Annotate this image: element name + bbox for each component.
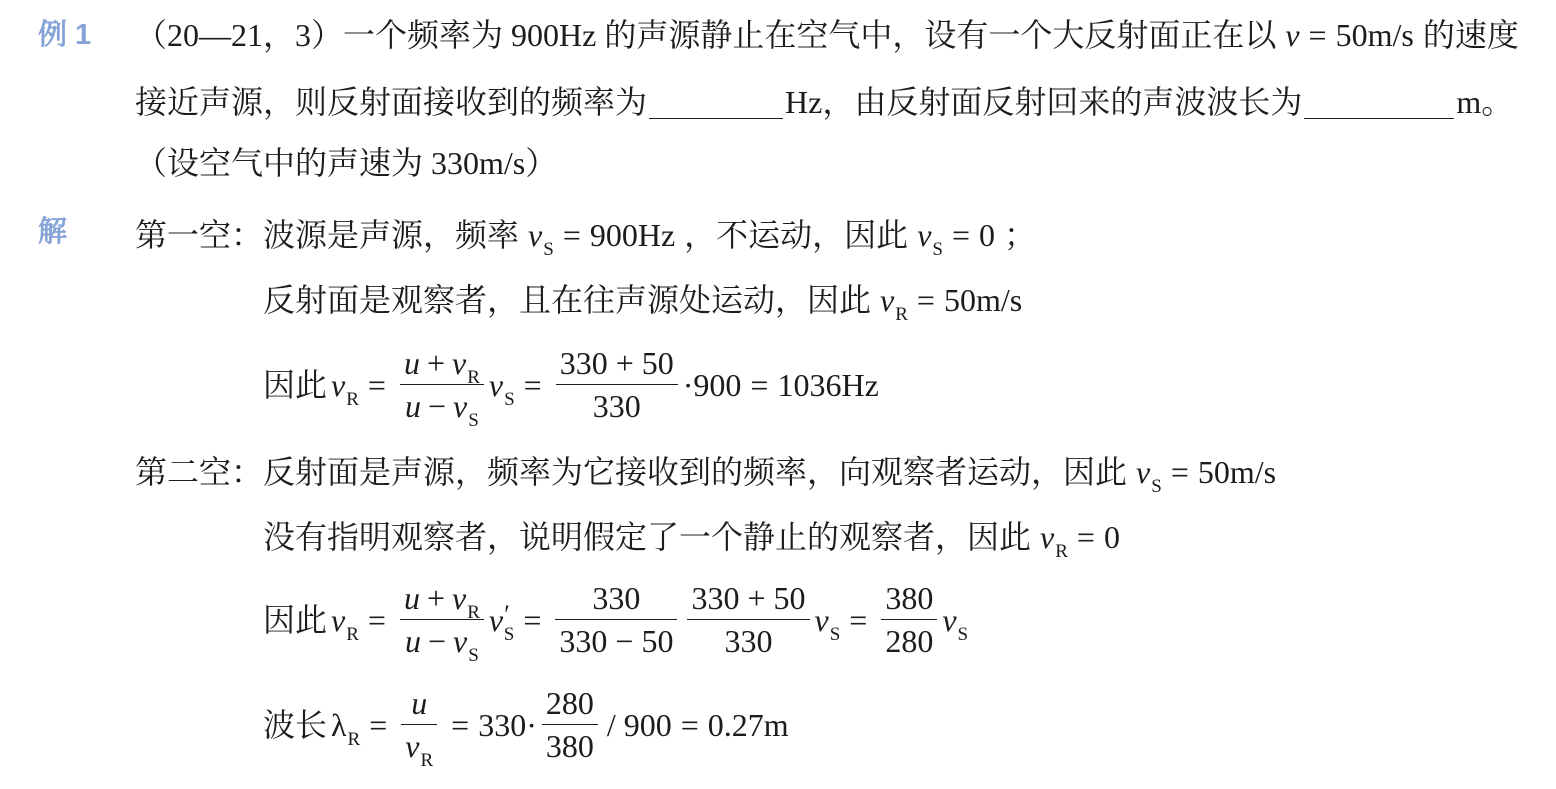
symbol-v: v xyxy=(1040,519,1055,555)
divide-by-frequency: / 900 xyxy=(606,706,672,743)
equals-sign: = xyxy=(849,601,868,638)
symbol-u: u xyxy=(403,580,420,616)
first-blank-line-1 xyxy=(135,215,1037,260)
fraction-denominator: 280 xyxy=(885,623,934,659)
fraction-denominator xyxy=(400,385,484,431)
fraction-numerator xyxy=(400,342,484,388)
subscript: S xyxy=(932,239,943,260)
subscript: R xyxy=(467,602,480,623)
symbol-nu: ν xyxy=(528,217,543,253)
solution-text: 反射面是观察者，且在往声源处运动，因此 xyxy=(263,282,872,318)
answer-blank-frequency xyxy=(649,94,783,119)
source-velocity-value: 50m/s xyxy=(1197,454,1277,490)
minus-sign: − xyxy=(428,388,447,424)
second-blank-heading: 第二空： xyxy=(135,454,264,490)
solution-text: 反射面是声源，频率为它接收到的频率，向观察者运动，因此 xyxy=(263,454,1128,490)
plus-sign: + xyxy=(426,580,445,616)
multiply-dot: · xyxy=(682,366,694,403)
subscript: R xyxy=(346,623,359,645)
doppler-fraction xyxy=(400,342,484,431)
source-frequency-symbol xyxy=(814,600,841,645)
symbol-v: v xyxy=(452,580,467,616)
fraction-denominator: 330 − 50 xyxy=(559,623,674,659)
subscript: S xyxy=(957,623,969,645)
subscript: S xyxy=(829,623,841,645)
symbol-nu: ν xyxy=(814,601,829,638)
second-blank-line-2 xyxy=(263,517,1120,562)
subscript: S xyxy=(504,388,515,410)
subscript: R xyxy=(1055,541,1068,562)
equals-sign: = xyxy=(1170,454,1189,490)
formula-result: 1036Hz xyxy=(777,366,879,403)
equals-sign: = xyxy=(1076,519,1095,555)
symbol-v: v xyxy=(453,388,468,424)
observer-velocity-value: 0 xyxy=(1103,519,1120,555)
problem-text: Hz，由反射面反射回来的声波波长为 xyxy=(785,84,1303,120)
answer-blank-wavelength xyxy=(1304,94,1454,119)
source-velocity-value: 0 xyxy=(979,217,996,253)
source-velocity-symbol xyxy=(917,215,943,260)
received-frequency-symbol xyxy=(331,600,359,645)
observer-velocity-symbol xyxy=(880,280,908,325)
symbol-nu: ν xyxy=(405,728,420,764)
numeric-fraction-a xyxy=(555,577,677,662)
minus-sign: − xyxy=(428,623,447,659)
source-velocity-symbol xyxy=(453,620,479,666)
equals-sign: = xyxy=(523,601,542,638)
equals-sign: = xyxy=(1308,17,1327,53)
formula-prefix: 因此 xyxy=(263,601,328,638)
symbol-v: v xyxy=(452,345,467,381)
doppler-fraction xyxy=(400,577,484,666)
speed-value: 50m/s xyxy=(1335,17,1414,53)
wavelength-fraction xyxy=(401,682,437,771)
fraction-denominator xyxy=(401,725,437,771)
observer-velocity-symbol xyxy=(1040,517,1068,562)
fraction-denominator: 330 xyxy=(592,388,641,424)
equals-sign: = xyxy=(451,706,470,743)
source-velocity-symbol xyxy=(453,385,479,431)
prime-mark: ′ xyxy=(504,599,510,629)
speed-symbol: v xyxy=(1285,17,1300,53)
symbol-lambda: λ xyxy=(331,706,347,743)
second-blank-formula xyxy=(263,577,969,666)
fraction-denominator: 330 xyxy=(724,623,773,659)
symbol-u: u xyxy=(411,685,428,721)
subscript: S xyxy=(543,239,554,260)
symbol-u: u xyxy=(403,345,420,381)
wavelength-formula xyxy=(263,682,789,771)
numeric-fraction xyxy=(542,682,598,767)
source-frequency-symbol xyxy=(528,215,554,260)
symbol-nu: ν xyxy=(488,601,504,638)
observer-velocity-value: 50m/s xyxy=(943,282,1023,318)
problem-note: （设空气中的声速为 330m/s） xyxy=(135,145,558,181)
symbol-v: v xyxy=(1136,454,1151,490)
symbol-nu: ν xyxy=(488,366,504,403)
second-blank-line-1 xyxy=(135,452,1277,497)
subscript: S xyxy=(1151,476,1162,497)
symbol-nu: ν xyxy=(331,366,346,403)
subscript: R xyxy=(467,367,480,388)
formula-prefix: 波长 xyxy=(263,706,328,743)
fraction-numerator xyxy=(401,682,437,725)
sound-speed-number: 330 xyxy=(478,706,527,743)
source-frequency-number: 900 xyxy=(693,366,742,403)
received-frequency-symbol xyxy=(405,725,434,771)
first-blank-line-2 xyxy=(263,280,1023,325)
equals-sign: = xyxy=(369,706,388,743)
equals-sign: = xyxy=(916,282,935,318)
fraction-numerator: 380 xyxy=(881,577,937,620)
fraction-numerator xyxy=(400,577,484,623)
problem-line-3 xyxy=(135,143,557,183)
solution-text: ，不运动，因此 xyxy=(684,217,909,253)
problem-text-end: 的速度 xyxy=(1422,17,1519,53)
problem-text: 接近声源，则反射面接收到的频率为 xyxy=(135,84,648,120)
equals-sign: = xyxy=(750,366,769,403)
symbol-v: v xyxy=(917,217,932,253)
first-blank-formula xyxy=(263,342,879,431)
subscript: R xyxy=(346,388,359,410)
equals-sign: = xyxy=(367,601,386,638)
equals-sign: = xyxy=(367,366,386,403)
symbol-nu: ν xyxy=(942,601,957,638)
fraction-numerator: 330 + 50 xyxy=(556,342,678,385)
fraction-numerator: 280 xyxy=(542,682,598,725)
solution-text: 没有指明观察者，说明假定了一个静止的观察者，因此 xyxy=(263,519,1032,555)
fraction-numerator: 330 xyxy=(555,577,677,620)
problem-line-1 xyxy=(135,15,1519,55)
problem-line-2 xyxy=(135,82,1513,122)
subscript: S xyxy=(503,623,515,645)
subscript: S xyxy=(468,410,479,431)
numeric-fraction xyxy=(556,342,678,427)
symbol-nu: ν xyxy=(331,601,346,638)
fraction-numerator: 330 + 50 xyxy=(687,577,809,620)
source-frequency-value: 900Hz xyxy=(589,217,676,253)
subscript: R xyxy=(895,304,908,325)
solution-label: 解 xyxy=(38,216,68,248)
symbol-v: v xyxy=(453,623,468,659)
semicolon: ； xyxy=(1004,217,1037,253)
fraction-denominator: 380 xyxy=(545,728,594,764)
observer-velocity-symbol xyxy=(452,577,480,623)
observer-velocity-symbol xyxy=(452,342,480,388)
first-blank-heading: 第一空： xyxy=(135,217,264,253)
wavelength-symbol xyxy=(331,705,361,750)
numeric-fraction-c xyxy=(881,577,937,662)
source-frequency-symbol xyxy=(942,600,969,645)
source-frequency-symbol xyxy=(488,365,515,410)
reflected-source-frequency-symbol xyxy=(488,599,515,645)
received-frequency-symbol xyxy=(331,365,359,410)
equals-sign: = xyxy=(680,706,699,743)
subscript: S xyxy=(468,645,479,666)
problem-source: （20—21，3） xyxy=(135,17,344,53)
subscript: R xyxy=(347,728,361,750)
symbol-v: v xyxy=(880,282,895,318)
symbol-u: u xyxy=(405,388,421,424)
plus-sign: + xyxy=(426,345,445,381)
symbol-u: u xyxy=(405,623,421,659)
equals-sign: = xyxy=(523,366,542,403)
multiply-dot: · xyxy=(526,706,537,743)
equals-sign: = xyxy=(562,217,581,253)
numeric-fraction-b xyxy=(687,577,809,662)
formula-prefix: 因此 xyxy=(263,366,328,403)
fraction-denominator xyxy=(400,620,484,666)
example-label: 例 1 xyxy=(38,19,92,51)
formula-result: 0.27m xyxy=(707,706,789,743)
solution-text: 波源是声源，频率 xyxy=(263,217,520,253)
equals-sign: = xyxy=(951,217,971,253)
subscript: R xyxy=(420,750,434,771)
problem-text: 一个频率为 900Hz 的声源静止在空气中，设有一个大反射面正在以 xyxy=(343,17,1277,53)
problem-text-end: m。 xyxy=(1456,84,1514,120)
source-velocity-symbol xyxy=(1136,452,1162,497)
